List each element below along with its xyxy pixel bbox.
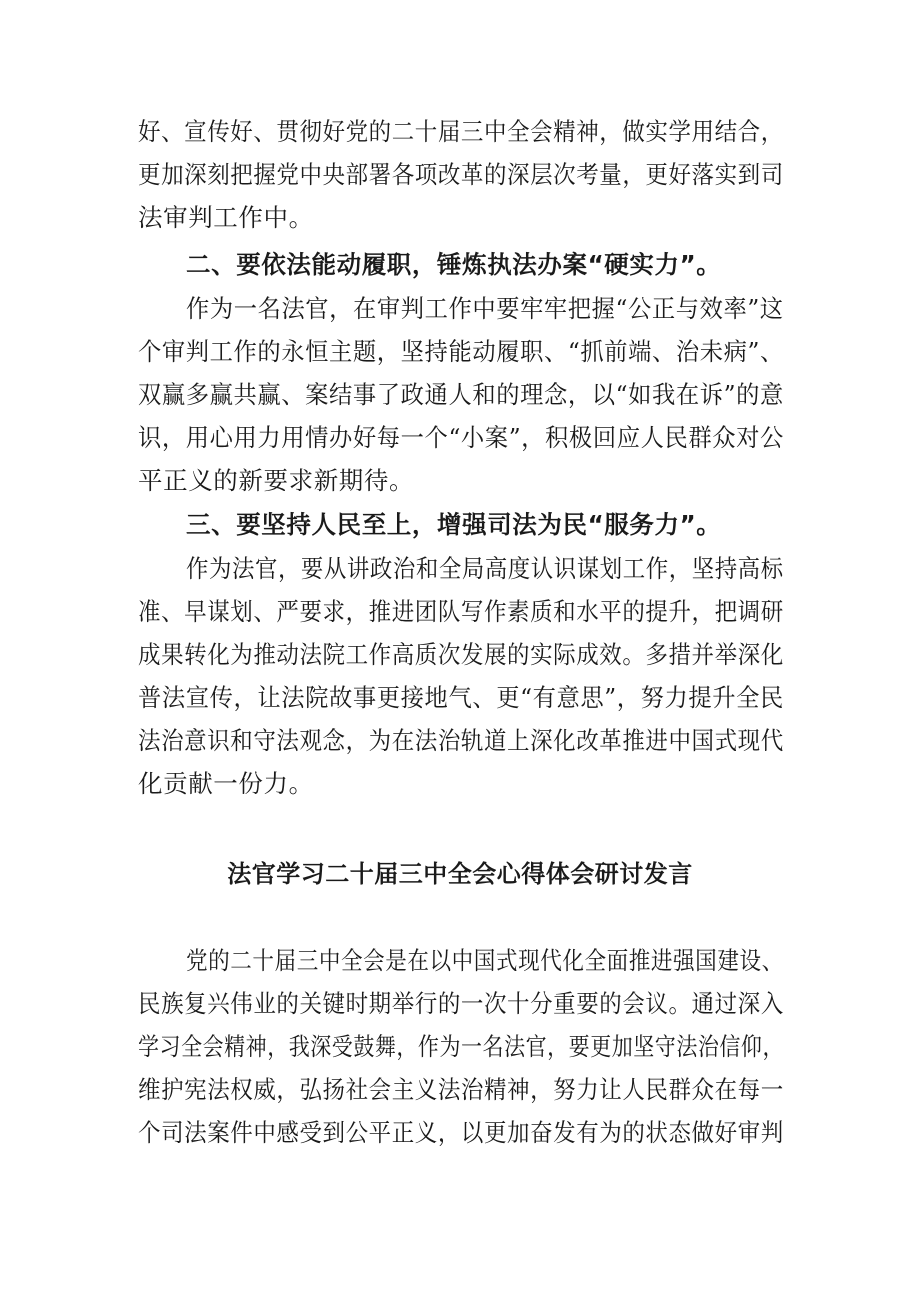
paragraph-line: 个司法案件中感受到公平正义，以更加奋发有为的状态做好审判 xyxy=(138,1118,784,1147)
paragraph-line: 普法宣传，让法院故事更接地气、更“有意思”，努力提升全民 xyxy=(138,683,784,712)
article-title: 法官学习二十届三中全会心得体会研讨发言 xyxy=(227,860,693,888)
paragraph-line: 作为法官，要从讲政治和全局高度认识谋划工作，坚持高标 xyxy=(186,554,784,583)
paragraph-line: 化贡献一份力。 xyxy=(138,769,314,798)
paragraph-line: 准、早谋划、严要求，推进团队写作素质和水平的提升，把调研 xyxy=(138,597,784,626)
paragraph-line: 识，用心用力用情办好每一个“小案”，积极回应人民群众对公 xyxy=(138,423,784,452)
paragraph-line: 民族复兴伟业的关键时期举行的一次十分重要的会议。通过深入 xyxy=(138,989,784,1018)
paragraph-line: 法审判工作中。 xyxy=(138,203,314,232)
paragraph-line: 个审判工作的永恒主题，坚持能动履职、“抓前端、治未病”、 xyxy=(138,337,784,366)
section-heading: 三、要坚持人民至上，增强司法为民“服务力”。 xyxy=(186,510,722,539)
section-heading: 二、要依法能动履职，锤炼执法办案“硬实力”。 xyxy=(186,250,722,279)
paragraph-line: 党的二十届三中全会是在以中国式现代化全面推进强国建设、 xyxy=(186,946,784,975)
paragraph-line: 法治意识和守法观念，为在法治轨道上深化改革推进中国式现代 xyxy=(138,726,784,755)
paragraph-line: 更加深刻把握党中央部署各项改革的深层次考量，更好落实到司 xyxy=(138,160,784,189)
paragraph-line: 成果转化为推动法院工作高质次发展的实际成效。多措并举深化 xyxy=(138,640,784,669)
paragraph-line: 好、宣传好、贯彻好党的二十届三中全会精神，做实学用结合， xyxy=(138,117,784,146)
paragraph-line: 平正义的新要求新期待。 xyxy=(138,466,415,495)
paragraph-line: 维护宪法权威，弘扬社会主义法治精神，努力让人民群众在每一 xyxy=(138,1075,784,1104)
paragraph-line: 作为一名法官，在审判工作中要牢牢把握“公正与效率”这 xyxy=(186,294,784,323)
paragraph-line: 双赢多赢共赢、案结事了政通人和的理念，以“如我在诉”的意 xyxy=(138,380,784,409)
paragraph-line: 学习全会精神，我深受鼓舞，作为一名法官，要更加坚守法治信仰， xyxy=(138,1032,784,1061)
